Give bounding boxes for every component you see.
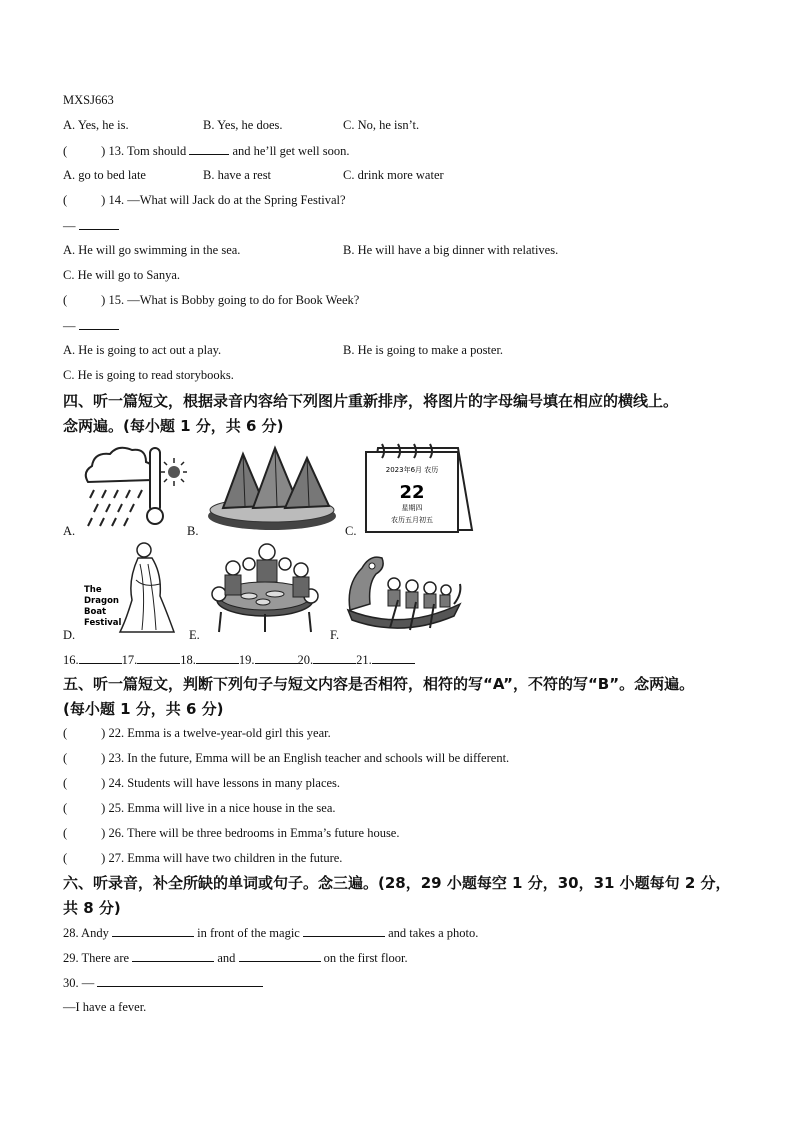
question-text: —What is Bobby going to do for Book Week? xyxy=(127,293,360,307)
judgement-item: ( ) 22. Emma is a twelve-year-old girl this year. xyxy=(63,726,331,740)
q14-option-c: C. He will go to Sanya. xyxy=(63,268,181,282)
q12-option-b: B. Yes, he does. xyxy=(203,118,283,132)
judgement-item: ( ) 27. Emma will have two children in the future. xyxy=(63,851,343,865)
poster-word-3: Boat xyxy=(84,607,107,617)
blank-number: 20. xyxy=(297,653,314,667)
judgement-item: ( ) 23. In the future, Emma will be an English teacher and schools will be different. xyxy=(63,751,510,765)
answer-blank[interactable] xyxy=(132,949,214,962)
answer-paren-open: ( xyxy=(63,144,68,158)
question-30 xyxy=(63,974,263,991)
question-text: in front of the magic xyxy=(197,926,300,940)
question-13 xyxy=(63,142,349,159)
section-4-subtitle: 念两遍。(每小题 1 分，共 6 分) xyxy=(63,417,284,435)
answer-paren-close: ) xyxy=(101,293,106,307)
answer-blank[interactable] xyxy=(97,974,263,987)
picture-label-e: E. xyxy=(189,628,200,642)
dash: — xyxy=(63,219,76,233)
question-text: and he’ll get well soon. xyxy=(232,144,350,158)
section-5-subtitle: (每小题 1 分，共 6 分) xyxy=(63,700,224,718)
blank-number: 17. xyxy=(121,653,138,667)
question-text: —What will Jack do at the Spring Festival? xyxy=(127,193,346,207)
answer-blank[interactable] xyxy=(112,924,194,937)
picture-label-f: F. xyxy=(330,628,340,642)
item-text: 26. There will be three bedrooms in Emma’s future house. xyxy=(108,826,400,840)
picture-a-rainy-hot xyxy=(78,442,188,532)
header-code: MXSJ663 xyxy=(63,93,114,107)
answer-blank[interactable] xyxy=(303,924,385,937)
picture-b-zongzi xyxy=(205,444,340,532)
section-6-subtitle: 共 8 分) xyxy=(63,899,121,917)
picture-f-dragon-boat xyxy=(342,544,464,636)
answer-blank[interactable] xyxy=(79,217,119,230)
calendar-lunar-date: 农历五月初五 xyxy=(391,516,433,524)
q15-answer-line xyxy=(63,317,119,334)
blank-number: 21. xyxy=(356,653,372,667)
picture-label-d: D. xyxy=(63,628,76,642)
picture-d-dragon-boat-poster xyxy=(80,540,190,638)
answer-paren-open: ( xyxy=(63,193,68,207)
item-text: 23. In the future, Emma will be an English teacher and schools will be different. xyxy=(108,751,510,765)
answer-blank-19[interactable] xyxy=(255,651,298,664)
question-14 xyxy=(63,192,346,208)
answer-blank[interactable] xyxy=(239,949,321,962)
question-text: and xyxy=(217,951,236,965)
calendar-weekday: 星期四 xyxy=(401,504,423,512)
question-text: on the first floor. xyxy=(323,951,408,965)
question-28 xyxy=(63,924,478,941)
poster-word-1: The xyxy=(84,585,102,595)
q14-option-a: A. He will go swimming in the sea. xyxy=(63,243,241,257)
picture-label-b: B. xyxy=(187,524,199,538)
blank-number: 16. xyxy=(63,653,79,667)
item-text: 27. Emma will have two children in the future. xyxy=(108,851,343,865)
question-text: 29. There are xyxy=(63,951,130,965)
blank-number: 18. xyxy=(180,653,196,667)
answer-blank-18[interactable] xyxy=(196,651,239,664)
question-29 xyxy=(63,949,408,966)
judgement-item: ( ) 25. Emma will live in a nice house in the sea. xyxy=(63,801,336,815)
question-text: 28. Andy xyxy=(63,926,109,940)
answer-paren-close: ) xyxy=(101,144,106,158)
dash: — xyxy=(63,319,76,333)
judgement-item: ( ) 26. There will be three bedrooms in Emma’s future house. xyxy=(63,826,400,840)
item-text: 22. Emma is a twelve-year-old girl this year. xyxy=(108,726,331,740)
answer-blank-20[interactable] xyxy=(313,651,356,664)
item-text: 24. Students will have lessons in many places. xyxy=(108,776,341,790)
question-number: 14. xyxy=(108,193,125,207)
q15-option-a: A. He is going to act out a play. xyxy=(63,343,222,357)
judgement-item: ( ) 24. Students will have lessons in many places. xyxy=(63,776,341,790)
q15-option-c: C. He is going to read storybooks. xyxy=(63,368,234,382)
answer-paren-open: ( xyxy=(63,293,68,307)
poster-word-4: Festival xyxy=(84,618,122,628)
picture-order-blanks xyxy=(63,651,415,668)
calendar-day: 22 xyxy=(399,482,425,503)
q14-answer-line xyxy=(63,217,119,234)
question-text: Tom should xyxy=(127,144,187,158)
blank-number: 19. xyxy=(238,653,255,667)
question-text: and takes a photo. xyxy=(388,926,479,940)
q15-option-b: B. He is going to make a poster. xyxy=(343,343,504,357)
picture-c-calendar xyxy=(358,440,476,534)
calendar-top-text: 2023年6月 农历 xyxy=(385,466,439,474)
q12-option-c: C. No, he isn’t. xyxy=(343,118,420,132)
question-text: 30. — xyxy=(63,976,95,990)
question-30-reply: —I have a fever. xyxy=(63,1000,147,1014)
answer-blank-17[interactable] xyxy=(137,651,180,664)
q12-option-a: A. Yes, he is. xyxy=(63,118,129,132)
section-4-title: 四、听一篇短文，根据录音内容给下列图片重新排序，将图片的字母编号填在相应的横线上。 xyxy=(63,392,679,410)
poster-word-2: Dragon xyxy=(84,596,119,606)
q13-option-b: B. have a rest xyxy=(203,168,272,182)
section-6-title: 六、听录音，补全所缺的单词或句子。念三遍。(28，29 小题每空 1 分，30，31 小题每句 2 分， xyxy=(63,874,731,892)
answer-blank-21[interactable] xyxy=(372,651,415,664)
answer-paren-close: ) xyxy=(101,193,106,207)
picture-e-family-dinner xyxy=(205,540,325,634)
q13-option-c: C. drink more water xyxy=(343,168,444,182)
answer-blank[interactable] xyxy=(189,142,229,155)
q13-option-a: A. go to bed late xyxy=(63,168,146,182)
question-number: 13. xyxy=(108,144,125,158)
picture-label-c: C. xyxy=(345,524,357,538)
item-text: 25. Emma will live in a nice house in the sea. xyxy=(108,801,336,815)
question-number: 15. xyxy=(108,293,125,307)
section-5-title: 五、听一篇短文，判断下列句子与短文内容是否相符，相符的写“A”，不符的写“B”。念两遍。 xyxy=(63,675,695,693)
answer-blank-16[interactable] xyxy=(79,651,122,664)
answer-blank[interactable] xyxy=(79,317,119,330)
q14-option-b: B. He will have a big dinner with relatives. xyxy=(343,243,559,257)
question-15 xyxy=(63,292,359,308)
picture-label-a: A. xyxy=(63,524,76,538)
